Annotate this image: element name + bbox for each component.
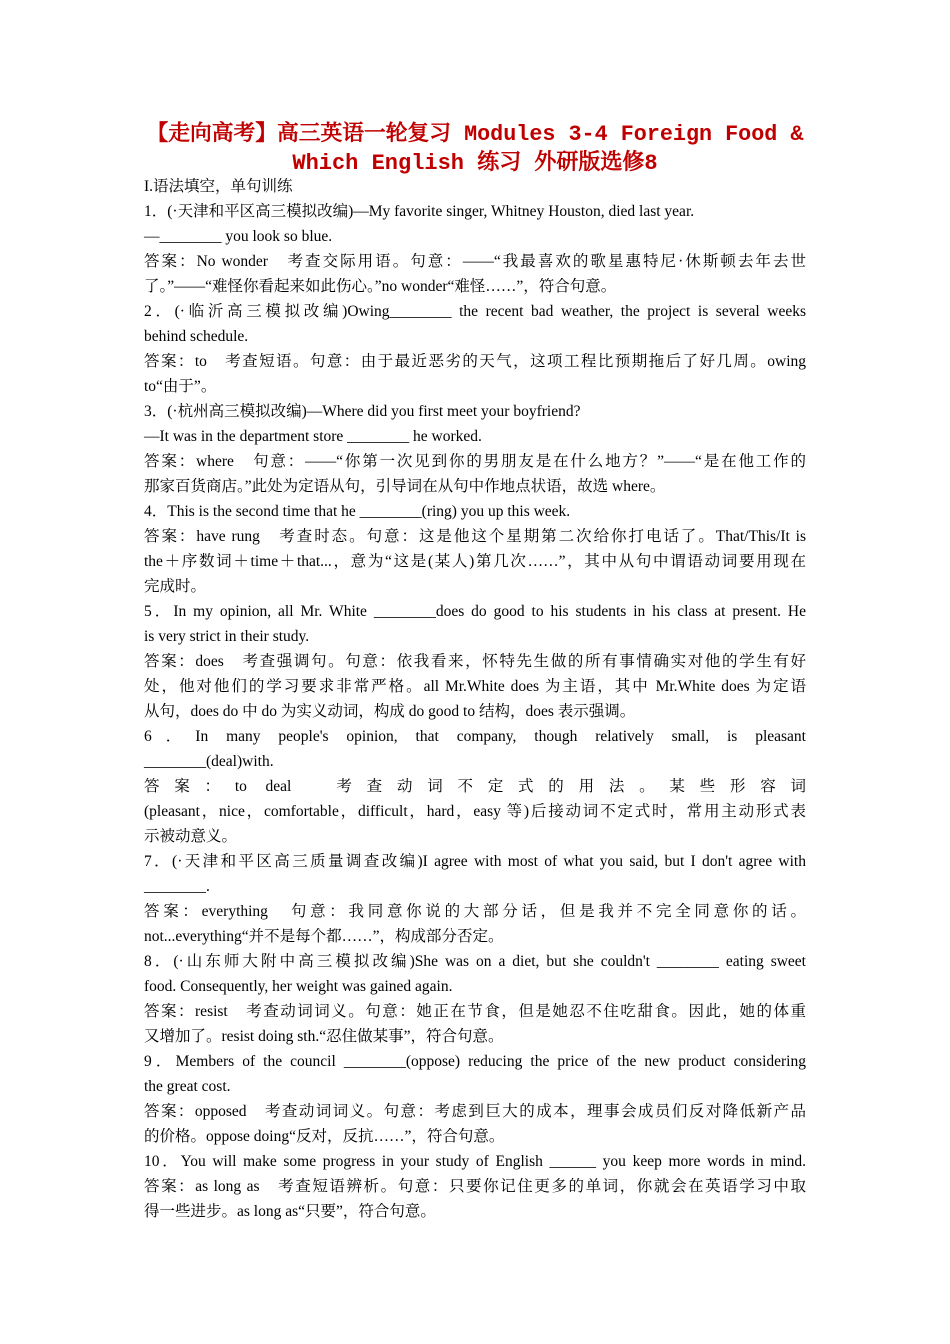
text-line: 答案：does 考查强调句。句意：依我看来，怀特先生做的所有事情确实对他的学生有好 [144, 653, 806, 670]
text-line: 答案：as long as 考查短语辨析。句意：只要你记住更多的单词，你就会在英语学习中取 [144, 1178, 806, 1195]
text-line: 答案：to 考查短语。句意：由于最近恶劣的天气，这项工程比预期拖后了好几周。owing [144, 353, 806, 370]
text-line: ________(deal)with. [144, 753, 274, 770]
text-line: 那家百货商店。”此处为定语从句，引导词在从句中作地点状语，故选 where。 [144, 478, 666, 495]
text-line: 9．Members of the council ________(oppose) reducing the price of the new product considering [144, 1053, 806, 1070]
text-line: 10．You will make some progress in your study of English ______ you keep more words in mind. [144, 1153, 806, 1170]
text-line: 答案：No wonder 考查交际用语。句意：——“我最喜欢的歌星惠特尼·休斯顿去年去世 [144, 253, 806, 270]
text-line: 完成时。 [144, 578, 207, 595]
text-line: 4．This is the second time that he ________(ring) you up this week. [144, 503, 571, 520]
text-line: 答案：have rung 考查时态。句意：这是他这个星期第二次给你打电话了。That/This/It is [144, 528, 806, 545]
title-line-2: Which English 练习 外研版选修8 [292, 151, 658, 176]
text-line: 答案：opposed 考查动词词义。句意：考虑到巨大的成本，理事会成员们反对降低新产品 [144, 1103, 806, 1120]
text-line: 答案：where 句意：——“你第一次见到你的男朋友是在什么地方？”——“是在他工作的 [144, 453, 806, 470]
text-line: 从句，does do 中 do 为实义动词，构成 do good to 结构，does 表示强调。 [144, 703, 636, 720]
text-line: 7．(·天津和平区高三质量调查改编)I agree with most of what you said, but I don't agree with [144, 853, 806, 870]
text-line: 的价格。oppose doing“反对，反抗……”，符合句意。 [144, 1128, 505, 1145]
text-line: behind schedule. [144, 328, 249, 345]
text-line: the＋序数词＋time＋that...，意为“这是(某人)第几次……”，其中从句中谓语动词要用现在 [144, 553, 806, 570]
text-line: 6．In many people's opinion, that company, though relatively small, is pleasant [144, 728, 806, 745]
text-line: food. Consequently, her weight was gained again. [144, 978, 453, 995]
text-line: 5．In my opinion, all Mr. White ________does do good to his students in his class at present. He [144, 603, 806, 620]
text-line: ________. [144, 878, 210, 895]
document-title [144, 120, 806, 178]
text-line: 2．(·临沂高三模拟改编)Owing________ the recent bad weather, the project is several weeks [144, 303, 806, 320]
text-line: 答案：everything 句意：我同意你说的大部分话，但是我并不完全同意你的话。 [144, 903, 806, 920]
text-line: the great cost. [144, 1078, 231, 1095]
text-line: to“由于”。 [144, 378, 217, 395]
text-line: 答案：to deal 考查动词不定式的用法。某些形容词 [144, 778, 806, 795]
text-line: 8．(·山东师大附中高三模拟改编)She was on a diet, but she couldn't ________ eating sweet [144, 953, 806, 970]
text-line: 得一些进步。as long as“只要”，符合句意。 [144, 1203, 436, 1220]
text-line: is very strict in their study. [144, 628, 310, 645]
title-line-1: 【走向高考】高三英语一轮复习 Modules 3-4 Foreign Food & [146, 122, 804, 147]
text-line: 了。”——“难怪你看起来如此伤心。”no wonder“难怪……”，符合句意。 [144, 278, 617, 295]
text-line: 1．(·天津和平区高三模拟改编)—My favorite singer, Whitney Houston, died last year. [144, 203, 695, 220]
text-line: not...everything“并不是每个都……”，构成部分否定。 [144, 928, 504, 945]
text-line: 3．(·杭州高三模拟改编)—Where did you first meet your boyfriend? [144, 403, 581, 420]
text-line: 又增加了。resist doing sth.“忍住做某事”，符合句意。 [144, 1028, 504, 1045]
text-line: —________ you look so blue. [144, 228, 333, 245]
text-line: 答案：resist 考查动词词义。句意：她正在节食，但是她忍不住吃甜食。因此，她的体重 [144, 1003, 806, 1020]
document-body [144, 174, 806, 1224]
text-line: —It was in the department store ________ he worked. [144, 428, 482, 445]
section-heading: I.语法填空，单句训练 [144, 178, 293, 195]
text-line: 示被动意义。 [144, 828, 238, 845]
text-line: 处，他对他们的学习要求非常严格。all Mr.White does 为主语，其中 Mr.White does 为定语 [144, 678, 806, 695]
text-line: (pleasant，nice，comfortable，difficult，hard，easy 等)后接动词不定式时，常用主动形式表 [144, 803, 806, 820]
